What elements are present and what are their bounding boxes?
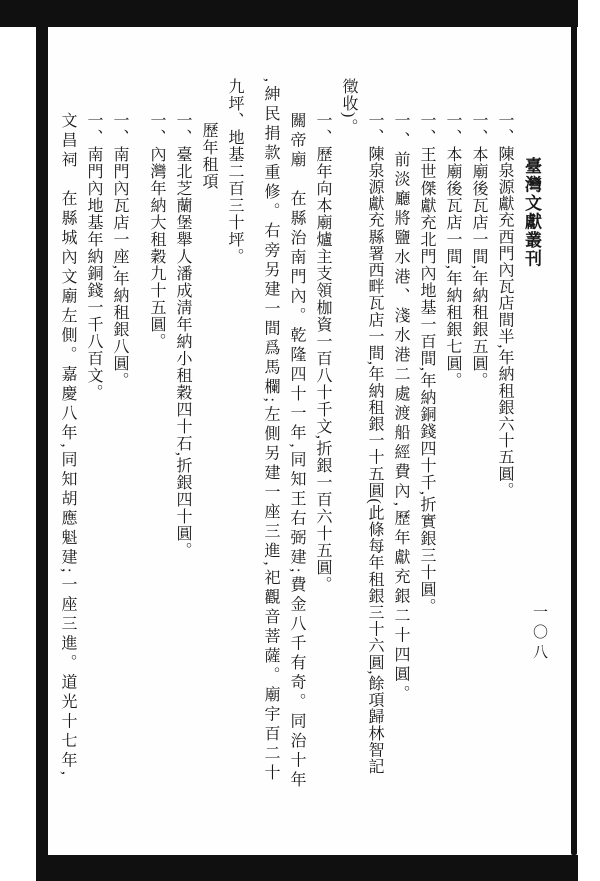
text-column-item: 一、陳泉源獻充縣署西畔瓦店一間,年納租銀一十五圓(此條每年租銀三十六圓,餘項歸林智記 — [366, 112, 383, 775]
text-column-continuation: 九坪、地基二百三十坪。 — [226, 78, 243, 265]
text-column-continuation: 徵收)。 — [340, 78, 357, 136]
scan-edge-top — [0, 0, 578, 27]
text-column-item: 一、本廟後瓦店一間,年納租銀五圓。 — [470, 112, 487, 389]
text-column-item: 一、前淡廳將鹽水港、淺水港二處渡船經費內,歷年獻充銀二十四圓。 — [392, 112, 409, 705]
scan-edge-left — [36, 27, 48, 881]
scan-edge-right — [571, 27, 577, 855]
text-column-section-wenchang-shrine: 文昌祠 在縣城內文廟左側。嘉慶八年,同知胡應魁建;一座三進。道光十七年, — [59, 112, 76, 779]
text-column-subheading-rent-items: 歷年租項 — [200, 122, 217, 190]
page-number: 一〇八 — [531, 604, 547, 664]
text-column-continuation: ,紳民捐款重修。右旁另建一間爲馬欄;左側另建一座三進,祀觀音菩薩。廟宇百二十 — [262, 78, 279, 784]
text-block — [52, 78, 515, 820]
text-column-item: 一、歷年向本廟爐主支領枷資一百八十千文,折銀一百六十五圓。 — [314, 112, 331, 593]
text-column-item: 一、本廟後瓦店一間,年納租銀七圓。 — [444, 112, 461, 389]
text-column-item: 一、王世傑獻充北門內地基一百間,年納銅錢四十千,折實銀三十圓。 — [418, 112, 435, 615]
text-column-item: 一、臺北芝蘭堡舉人潘成淸年納小租穀四十石,折銀四十圓。 — [174, 112, 191, 559]
series-title: 臺灣文獻叢刊 — [522, 157, 541, 268]
text-column-item: 一、南門內地基年納銅錢一千八百文。 — [85, 112, 102, 401]
scan-edge-bottom — [36, 855, 578, 881]
text-column-item: 一、內灣年納大租穀九十五圓。 — [148, 112, 165, 350]
text-column-item: 一、南門內瓦店一座,年納租銀八圓。 — [111, 112, 128, 389]
text-column-item: 一、陳泉源獻充西門內瓦店間半,年納租銀六十五圓。 — [496, 112, 513, 499]
text-column-section-guandi-temple: 關帝廟 在縣治南門內。乾隆四十一年,同知王右弼建;費金八千有奇。同治十年 — [288, 112, 305, 791]
